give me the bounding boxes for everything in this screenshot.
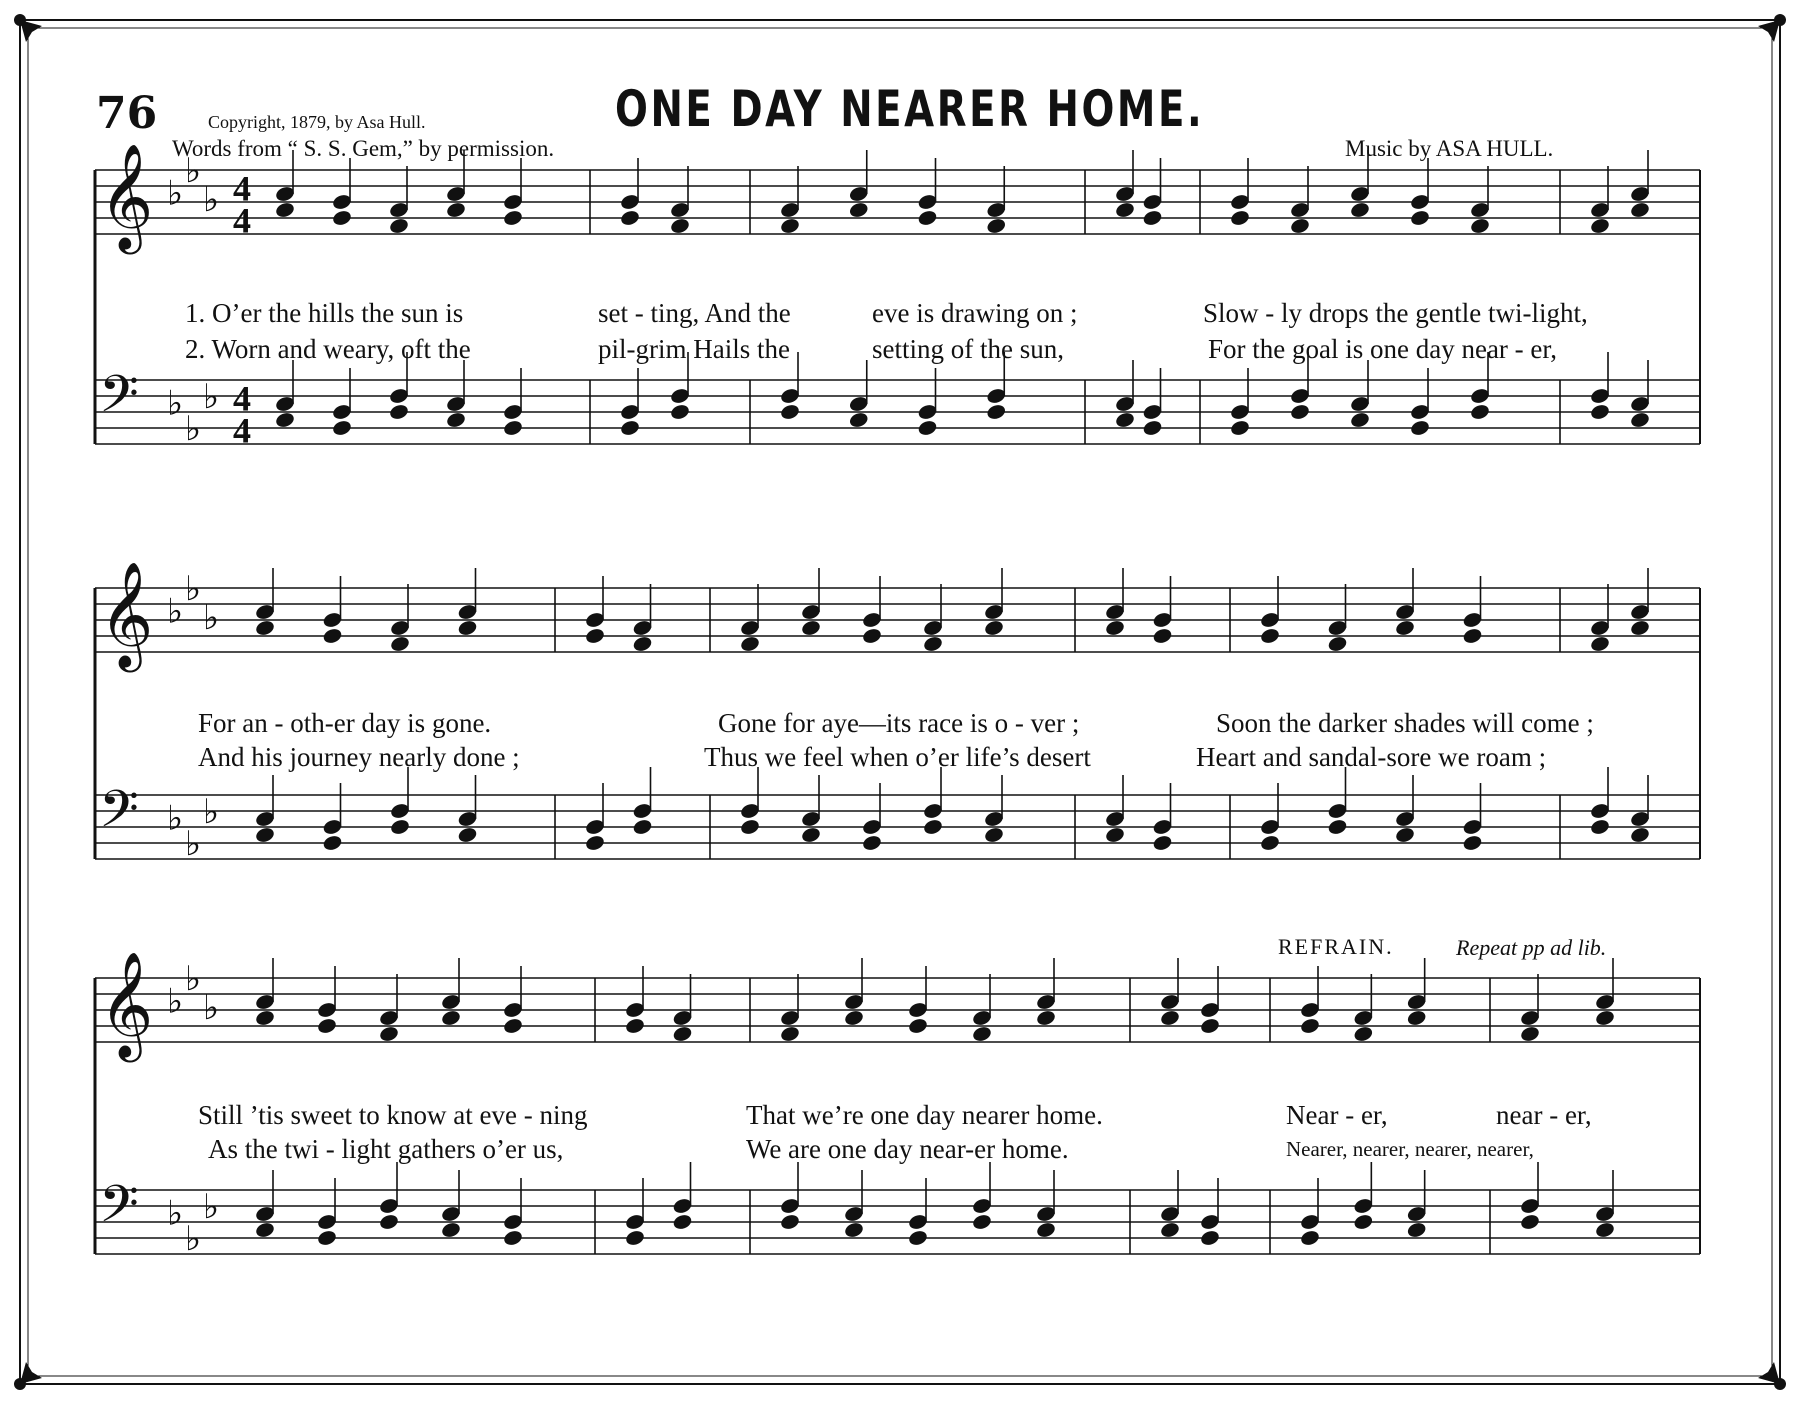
note-head bbox=[445, 411, 466, 429]
flat-icon: ♭ bbox=[203, 599, 220, 637]
note-head bbox=[619, 419, 640, 437]
lyric-s1-v1-c: eve is drawing on ; bbox=[872, 298, 1078, 328]
note-head bbox=[1629, 201, 1650, 219]
note-head bbox=[1594, 1009, 1615, 1027]
note-head bbox=[1589, 217, 1610, 235]
note-head bbox=[779, 217, 800, 235]
note-head bbox=[254, 1009, 275, 1027]
system-1 bbox=[95, 143, 1700, 451]
lyric-s2-v1-c: Soon the darker shades will come ; bbox=[1216, 708, 1594, 738]
flat-icon: ♭ bbox=[167, 1195, 184, 1233]
note-head bbox=[632, 635, 653, 653]
note-head bbox=[779, 403, 800, 421]
note-head bbox=[922, 818, 943, 836]
note-head bbox=[254, 619, 275, 637]
note-head bbox=[624, 1017, 645, 1035]
note-head bbox=[983, 619, 1004, 637]
flat-icon: ♭ bbox=[185, 411, 202, 448]
note-head bbox=[502, 1017, 523, 1035]
note-head bbox=[986, 217, 1007, 235]
time-signature-top: 4 bbox=[233, 168, 251, 209]
note-head bbox=[739, 635, 760, 653]
flat-icon: ♭ bbox=[203, 181, 220, 219]
note-head bbox=[1409, 419, 1430, 437]
note-head bbox=[672, 1213, 693, 1231]
note-head bbox=[331, 209, 352, 227]
lyric-s3-v1-d: near - er, bbox=[1496, 1100, 1592, 1130]
flat-icon: ♭ bbox=[167, 983, 184, 1021]
note-head bbox=[1114, 201, 1135, 219]
note-head bbox=[1104, 826, 1125, 844]
note-head bbox=[971, 1213, 992, 1231]
lyric-s2-v2-b: Thus we feel when o’er life’s desert bbox=[704, 742, 1091, 772]
note-head bbox=[389, 818, 410, 836]
note-head bbox=[1629, 411, 1650, 429]
note-head bbox=[1142, 419, 1163, 437]
note-head bbox=[1629, 619, 1650, 637]
note-head bbox=[1159, 1009, 1180, 1027]
time-signature-bottom: 4 bbox=[233, 200, 251, 241]
note-head bbox=[1394, 619, 1415, 637]
note-head bbox=[388, 403, 409, 421]
note-head bbox=[1409, 209, 1430, 227]
lyric-s1-v2-c: setting of the sun, bbox=[872, 334, 1064, 364]
note-head bbox=[1519, 1213, 1540, 1231]
note-head bbox=[584, 627, 605, 645]
words-credit: Words from “ S. S. Gem,” by permission. bbox=[172, 136, 555, 161]
treble-clef-icon: 𝄞 bbox=[99, 142, 154, 250]
note-head bbox=[1259, 834, 1280, 852]
lyric-s2-v2-a: And his journey nearly done ; bbox=[198, 742, 520, 772]
lyric-s2-v1-b: Gone for aye—its race is o - ver ; bbox=[718, 708, 1080, 738]
note-head bbox=[848, 411, 869, 429]
note-head bbox=[316, 1017, 337, 1035]
note-head bbox=[445, 201, 466, 219]
page-number: 76 bbox=[96, 88, 158, 139]
note-head bbox=[971, 1025, 992, 1043]
flat-icon: ♭ bbox=[185, 1221, 202, 1258]
note-head bbox=[378, 1025, 399, 1043]
note-head bbox=[457, 826, 478, 844]
lyric-s1-v2-b: pil-grim Hails the bbox=[598, 334, 790, 364]
note-head bbox=[1289, 403, 1310, 421]
note-head bbox=[917, 419, 938, 437]
flat-icon: ♭ bbox=[203, 989, 220, 1027]
flat-icon: ♭ bbox=[185, 153, 202, 190]
note-head bbox=[1589, 635, 1610, 653]
bass-clef-icon: 𝄢 bbox=[99, 1173, 139, 1247]
note-head bbox=[502, 1229, 523, 1247]
note-head bbox=[861, 834, 882, 852]
note-head bbox=[274, 411, 295, 429]
note-head bbox=[1589, 818, 1610, 836]
flat-icon: ♭ bbox=[203, 1189, 220, 1226]
note-head bbox=[1114, 411, 1135, 429]
note-head bbox=[1594, 1221, 1615, 1239]
flat-icon: ♭ bbox=[185, 961, 202, 998]
flat-icon: ♭ bbox=[203, 379, 220, 416]
note-head bbox=[1152, 627, 1173, 645]
note-head bbox=[322, 834, 343, 852]
note-head bbox=[669, 403, 690, 421]
note-head bbox=[584, 834, 605, 852]
lyric-s1-v1-a: 1. O’er the hills the sun is bbox=[185, 298, 464, 328]
note-head bbox=[1299, 1017, 1320, 1035]
note-head bbox=[779, 1025, 800, 1043]
note-head bbox=[440, 1009, 461, 1027]
note-head bbox=[986, 403, 1007, 421]
flat-icon: ♭ bbox=[167, 800, 184, 838]
note-head bbox=[619, 209, 640, 227]
note-head bbox=[388, 217, 409, 235]
note-head bbox=[1629, 826, 1650, 844]
note-head bbox=[1589, 403, 1610, 421]
note-head bbox=[922, 635, 943, 653]
note-head bbox=[316, 1229, 337, 1247]
lyric-s1-v1-d: Slow - ly drops the gentle twi-light, bbox=[1203, 298, 1588, 328]
note-head bbox=[1035, 1221, 1056, 1239]
note-head bbox=[457, 619, 478, 637]
note-head bbox=[440, 1221, 461, 1239]
lyric-s1-v1-b: set - ting, And the bbox=[598, 298, 791, 328]
music-credit: Music by ASA HULL. bbox=[1345, 136, 1554, 161]
note-head bbox=[843, 1221, 864, 1239]
note-head bbox=[331, 419, 352, 437]
note-head bbox=[1289, 217, 1310, 235]
note-head bbox=[1229, 419, 1250, 437]
note-head bbox=[254, 826, 275, 844]
note-head bbox=[1259, 627, 1280, 645]
corner-ornament-icon bbox=[14, 14, 1786, 1390]
flat-icon: ♭ bbox=[167, 593, 184, 631]
ornamental-border bbox=[20, 20, 1780, 1384]
lyric-s3-v2-a: As the twi - light gathers o’er us, bbox=[208, 1134, 564, 1164]
copyright-line: Copyright, 1879, by Asa Hull. bbox=[208, 112, 426, 132]
lyric-s3-v1-c: Near - er, bbox=[1286, 1100, 1388, 1130]
lyric-s3-v1-a: Still ’tis sweet to know at eve - ning bbox=[198, 1100, 588, 1130]
note-head bbox=[389, 635, 410, 653]
time-signature-bottom: 4 bbox=[233, 410, 251, 451]
note-head bbox=[1327, 635, 1348, 653]
note-head bbox=[861, 627, 882, 645]
note-head bbox=[1327, 818, 1348, 836]
note-head bbox=[983, 826, 1004, 844]
note-head bbox=[624, 1229, 645, 1247]
note-head bbox=[1159, 1221, 1180, 1239]
time-signature-top: 4 bbox=[233, 378, 251, 419]
bass-staff bbox=[95, 364, 1700, 451]
note-head bbox=[1353, 1213, 1374, 1231]
note-head bbox=[917, 209, 938, 227]
note-head bbox=[1469, 217, 1490, 235]
note-head bbox=[1462, 834, 1483, 852]
bass-clef-icon: 𝄢 bbox=[99, 778, 139, 852]
note-head bbox=[1142, 209, 1163, 227]
note-head bbox=[1152, 834, 1173, 852]
note-head bbox=[322, 627, 343, 645]
note-head bbox=[1299, 1229, 1320, 1247]
note-head bbox=[1199, 1229, 1220, 1247]
lyric-s3-v1-b: That we’re one day nearer home. bbox=[746, 1100, 1103, 1130]
note-head bbox=[800, 619, 821, 637]
lyric-s2-v2-c: Heart and sandal-sore we roam ; bbox=[1196, 742, 1547, 772]
note-head bbox=[1406, 1009, 1427, 1027]
note-head bbox=[739, 818, 760, 836]
note-head bbox=[254, 1221, 275, 1239]
note-head bbox=[848, 201, 869, 219]
lyric-s1-v2-a: 2. Worn and weary, oft the bbox=[185, 334, 471, 364]
note-head bbox=[669, 217, 690, 235]
flat-icon: ♭ bbox=[185, 826, 202, 863]
note-head bbox=[1035, 1009, 1056, 1027]
note-head bbox=[907, 1017, 928, 1035]
note-head bbox=[1104, 619, 1125, 637]
note-head bbox=[1394, 826, 1415, 844]
note-head bbox=[843, 1009, 864, 1027]
lyric-s3-v2-b: We are one day near-er home. bbox=[746, 1134, 1069, 1164]
note-head bbox=[1349, 411, 1370, 429]
lyric-s3-v2-c: Nearer, nearer, nearer, nearer, bbox=[1286, 1137, 1534, 1161]
note-head bbox=[1353, 1025, 1374, 1043]
note-head bbox=[779, 1213, 800, 1231]
note-head bbox=[1349, 201, 1370, 219]
note-head bbox=[907, 1229, 928, 1247]
note-head bbox=[632, 818, 653, 836]
lyric-s1-v2-d: For the goal is one day near - er, bbox=[1208, 334, 1558, 364]
hymn-title: ONE DAY NEARER HOME. bbox=[615, 80, 1205, 138]
refrain-label: REFRAIN. bbox=[1278, 934, 1394, 959]
note-head bbox=[672, 1025, 693, 1043]
repeat-direction: Repeat pp ad lib. bbox=[1456, 935, 1607, 960]
flat-icon: ♭ bbox=[203, 794, 220, 831]
note-head bbox=[800, 826, 821, 844]
bass-clef-icon: 𝄢 bbox=[99, 363, 139, 437]
flat-icon: ♭ bbox=[185, 571, 202, 608]
note-head bbox=[502, 419, 523, 437]
note-head bbox=[1406, 1221, 1427, 1239]
note-head bbox=[378, 1213, 399, 1231]
note-head bbox=[1462, 627, 1483, 645]
note-head bbox=[502, 209, 523, 227]
lyric-s2-v1-a: For an - oth-er day is gone. bbox=[198, 708, 492, 738]
note-head bbox=[274, 201, 295, 219]
flat-icon: ♭ bbox=[167, 385, 184, 423]
note-head bbox=[1229, 209, 1250, 227]
note-head bbox=[1469, 403, 1490, 421]
note-head bbox=[1199, 1017, 1220, 1035]
note-head bbox=[1519, 1025, 1540, 1043]
treble-clef-icon: 𝄞 bbox=[99, 950, 154, 1058]
flat-icon: ♭ bbox=[167, 175, 184, 213]
treble-clef-icon: 𝄞 bbox=[99, 560, 154, 668]
